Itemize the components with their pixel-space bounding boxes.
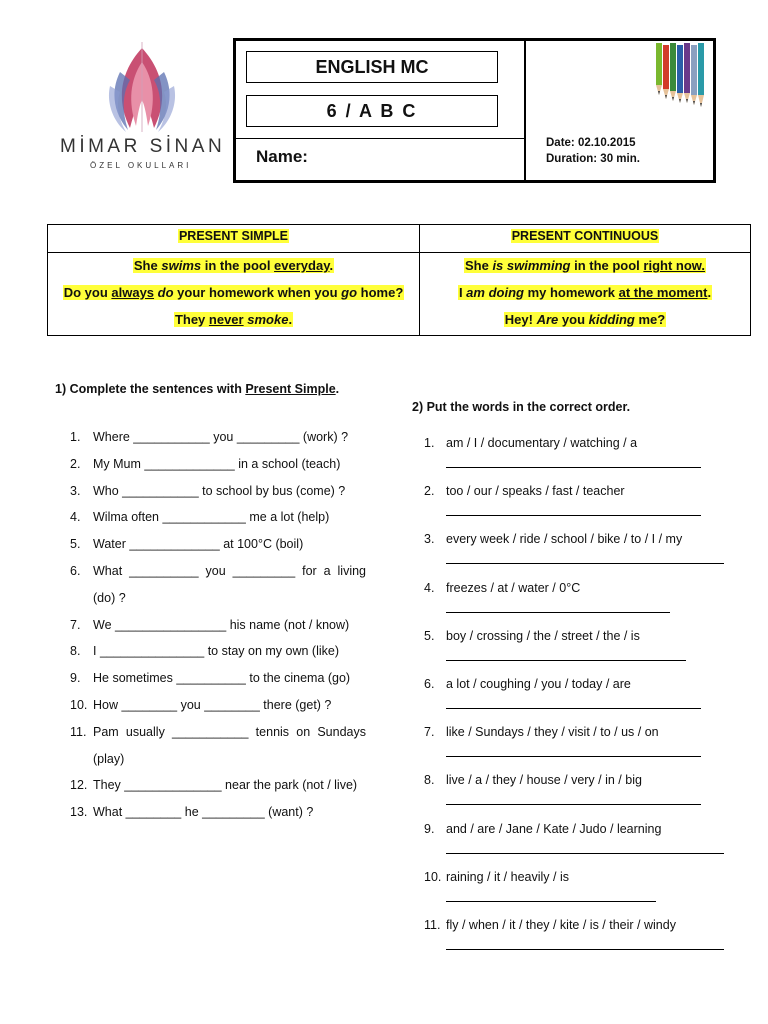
- answer-line[interactable]: [446, 708, 701, 709]
- item-text: Water _____________ at 100°C (boil): [93, 537, 304, 552]
- item-text: How ________ you ________ there (get) ?: [93, 697, 332, 712]
- present-continuous-column: [420, 225, 750, 335]
- example-sentence: I am doing my homework at the moment.: [458, 285, 712, 300]
- answer-line[interactable]: [446, 515, 701, 516]
- exercise2-item: [424, 870, 744, 918]
- flame-emblem-icon: [50, 42, 235, 134]
- answer-line[interactable]: [446, 853, 724, 854]
- exercise1-item: [70, 424, 366, 451]
- exercise1-item: [70, 692, 366, 719]
- example-sentence: Do you always do your homework when you go home?: [63, 285, 404, 300]
- item-number: 9.: [70, 671, 81, 686]
- date-duration: [546, 135, 640, 167]
- item-text: He sometimes __________ to the cinema (go): [93, 671, 351, 686]
- example-sentence: She is swimming in the pool right now.: [464, 258, 706, 273]
- exercise1-item: [70, 558, 366, 612]
- word-prompt: like / Sundays / they / visit / to / us / on: [446, 725, 659, 740]
- exercise1-item: [70, 451, 366, 478]
- exercise2-item: [424, 677, 744, 725]
- present-continuous-examples: [420, 253, 750, 334]
- exercise2-item: [424, 725, 744, 773]
- item-number: 6.: [424, 676, 435, 691]
- school-logo: [50, 42, 235, 177]
- section1-list: [70, 424, 366, 826]
- answer-line[interactable]: [446, 901, 656, 902]
- present-simple-column: [48, 225, 420, 335]
- header-info-panel: [524, 38, 718, 183]
- present-simple-examples: [48, 253, 419, 334]
- item-number: 2.: [424, 484, 435, 499]
- item-number: 7.: [424, 725, 435, 740]
- word-prompt: boy / crossing / the / street / the / is: [446, 628, 640, 643]
- exercise2-item: [424, 822, 744, 870]
- item-number: 1.: [424, 436, 435, 450]
- item-number: 8.: [424, 773, 435, 788]
- item-number: 13.: [70, 805, 88, 820]
- item-text: My Mum _____________ in a school (teach): [93, 456, 341, 471]
- word-prompt: every week / ride / school / bike / to / I / my: [446, 532, 683, 547]
- item-number: 11.: [70, 724, 87, 739]
- item-number: 4.: [70, 510, 81, 525]
- item-number: 1.: [70, 430, 81, 444]
- answer-line[interactable]: [446, 756, 701, 757]
- exercise1-item: [70, 799, 366, 826]
- exercise1-item: [70, 531, 366, 558]
- item-number: 2.: [70, 456, 81, 471]
- exam-header: [233, 38, 716, 183]
- item-text: Where ___________ you _________ (work) ?: [93, 430, 349, 444]
- item-number: 11.: [424, 917, 441, 932]
- item-text: What ________ he _________ (want) ?: [93, 805, 314, 820]
- item-number: 3.: [70, 483, 81, 498]
- logo-brand-text: MİMAR SİNAN: [60, 136, 226, 157]
- answer-line[interactable]: [446, 563, 724, 564]
- item-text: Wilma often ____________ me a lot (help): [93, 510, 330, 525]
- exercise1-item: [70, 772, 366, 799]
- grammar-reference-table: [47, 224, 751, 336]
- item-number: 5.: [70, 537, 81, 552]
- item-number: 5.: [424, 628, 435, 643]
- word-prompt: am / I / documentary / watching / a: [446, 436, 638, 450]
- exercise1-item: [70, 612, 366, 639]
- item-number: 10.: [70, 697, 88, 712]
- word-prompt: freezes / at / water / 0°C: [446, 580, 581, 595]
- item-number: 4.: [424, 580, 435, 595]
- word-prompt: fly / when / it / they / kite / is / their / windy: [446, 917, 676, 932]
- item-text: Who ___________ to school by bus (come) ?: [93, 483, 346, 498]
- exercise1-item: [70, 478, 366, 505]
- exam-duration: Duration: 30 min.: [546, 153, 640, 165]
- exercise1-item: [70, 638, 366, 665]
- exercise2-item: [424, 532, 744, 580]
- item-number: 6.: [70, 563, 81, 578]
- item-number: 7.: [70, 617, 81, 632]
- example-sentence: They never smoke.: [174, 312, 293, 327]
- section2-list: [424, 436, 744, 966]
- present-simple-heading: PRESENT SIMPLE: [48, 225, 419, 253]
- exercise2-item: [424, 581, 744, 629]
- item-text: We ________________ his name (not / know): [93, 617, 350, 632]
- answer-line[interactable]: [446, 612, 670, 613]
- exercise2-item: [424, 629, 744, 677]
- exercise1-item: [70, 719, 366, 773]
- subject-title: ENGLISH MC: [246, 51, 498, 83]
- answer-line[interactable]: [446, 660, 686, 661]
- exercise1-item: [70, 665, 366, 692]
- section2-title: 2) Put the words in the correct order.: [412, 400, 631, 414]
- name-label: Name:: [256, 147, 308, 166]
- header-divider: [236, 138, 524, 139]
- example-sentence: Hey! Are you kidding me?: [504, 312, 666, 327]
- exercise2-item: [424, 773, 744, 821]
- word-prompt: live / a / they / house / very / in / big: [446, 773, 642, 788]
- item-number: 8.: [70, 644, 81, 659]
- answer-line[interactable]: [446, 804, 701, 805]
- item-text: What __________ you _________ for a living (do) ?: [93, 563, 366, 605]
- grade-title: 6 / A B C: [246, 95, 498, 127]
- example-sentence: She swims in the pool everyday.: [133, 258, 334, 273]
- present-continuous-heading: PRESENT CONTINUOUS: [420, 225, 750, 253]
- section1-title: 1) Complete the sentences with Present Simple.: [55, 382, 340, 396]
- item-text: They ______________ near the park (not / live): [93, 778, 358, 793]
- exercise2-item: [424, 484, 744, 532]
- exercise2-item: [424, 918, 744, 966]
- answer-line[interactable]: [446, 467, 701, 468]
- item-number: 12.: [70, 778, 88, 793]
- item-text: I _______________ to stay on my own (like): [93, 644, 339, 659]
- word-prompt: raining / it / heavily / is: [446, 869, 569, 884]
- word-prompt: too / our / speaks / fast / teacher: [446, 484, 625, 499]
- item-text: Pam usually ___________ tennis on Sundays (play): [93, 724, 366, 766]
- word-prompt: a lot / coughing / you / today / are: [446, 676, 631, 691]
- answer-line[interactable]: [446, 949, 724, 950]
- item-number: 3.: [424, 532, 435, 547]
- colored-pencils-icon: [654, 41, 712, 111]
- item-number: 9.: [424, 821, 435, 836]
- exercise2-item: [424, 436, 744, 484]
- logo-subtitle-text: ÖZEL OKULLARI: [90, 161, 192, 170]
- item-number: 10.: [424, 869, 442, 884]
- exercise1-item: [70, 504, 366, 531]
- exam-date: Date: 02.10.2015: [546, 137, 636, 149]
- word-prompt: and / are / Jane / Kate / Judo / learning: [446, 821, 662, 836]
